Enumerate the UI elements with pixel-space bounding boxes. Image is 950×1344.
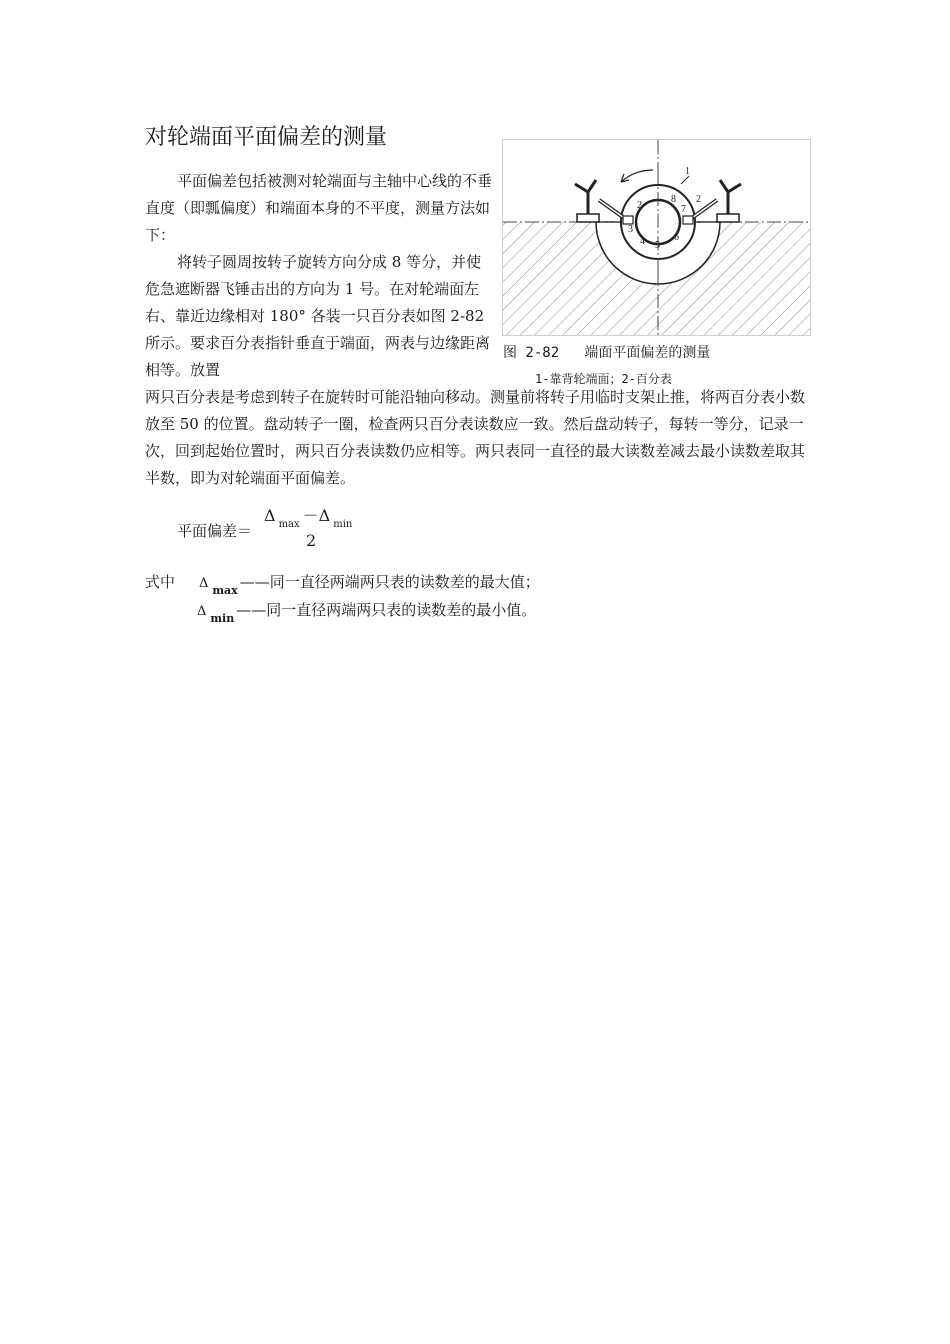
where-max-line	[145, 571, 540, 597]
formula-numerator	[264, 503, 355, 530]
max-description: ——同一直径两端两只表的读数差的最大值；	[239, 573, 540, 591]
figure-label-8: 8	[671, 194, 676, 205]
min-description: ——同一直径两端两只表的读数差的最小值。	[236, 601, 537, 619]
paragraph-setup: 将转子圆周按转子旋转方向分成 8 等分，并使危急遮断器飞锤击出的方向为 1 号。在对轮端面左右、靠近边缘相对 180° 各装一只百分表如图 2-82 所示。要求百分表指针垂直于端面，两表与边缘距离相等。放置	[145, 253, 491, 379]
max-subscript: max	[212, 584, 238, 597]
delta-symbol: Δ	[197, 604, 207, 619]
left-dial-indicator	[575, 180, 633, 224]
formula-label: 平面偏差＝	[177, 522, 253, 540]
figure-label-3: 3	[628, 224, 633, 235]
figure-diagram	[502, 139, 811, 336]
figure-label-5: 5	[655, 240, 660, 251]
figure-label-6: 6	[674, 232, 679, 243]
figure-caption: 图 2-82 端面平面偏差的测量	[503, 345, 711, 361]
rotor-dial-diagram	[503, 140, 810, 335]
figure-label-4: 4	[640, 236, 645, 247]
figure-label-7: 7	[681, 204, 686, 215]
where-min-line	[197, 599, 536, 625]
where-heading: 式中	[145, 573, 176, 591]
minus-sign: －	[302, 506, 319, 525]
figure-label-2-right: 2	[696, 194, 701, 205]
page-title: 对轮端面平面偏差的测量	[145, 125, 388, 150]
min-subscript: min	[333, 519, 353, 530]
min-subscript: min	[210, 612, 235, 625]
paragraph-procedure: 两只百分表是考虑到转子在旋转时可能沿轴向移动。测量前将转子用临时支架止推，将两百分表小数放至 50 的位置。盘动转子一圈，检查两只百分表读数应一致。然后盘动转子，每转一等分，记录一次，回到起始位置时，两只百分表读数仍应相等。两只表同一直径的最大读数差减去最小读数差取其半数，即为对轮端面平面偏差。	[145, 388, 806, 487]
delta-symbol: Δ	[264, 506, 276, 525]
figure-legend: 1-靠背轮端面；2-百分表	[535, 372, 672, 386]
figure-label-2-left: 2	[637, 200, 642, 211]
paragraph-intro: 平面偏差包括被测对轮端面与主轴中心线的不垂直度（即瓢偏度）和端面本身的不平度，测量方法如下：	[145, 172, 493, 244]
delta-symbol: Δ	[318, 506, 331, 525]
max-subscript: max	[278, 519, 300, 530]
delta-symbol: Δ	[199, 576, 209, 591]
right-dial-indicator	[683, 180, 741, 224]
formula-denominator: 2	[306, 531, 317, 550]
figure-label-1: 1	[685, 166, 690, 177]
